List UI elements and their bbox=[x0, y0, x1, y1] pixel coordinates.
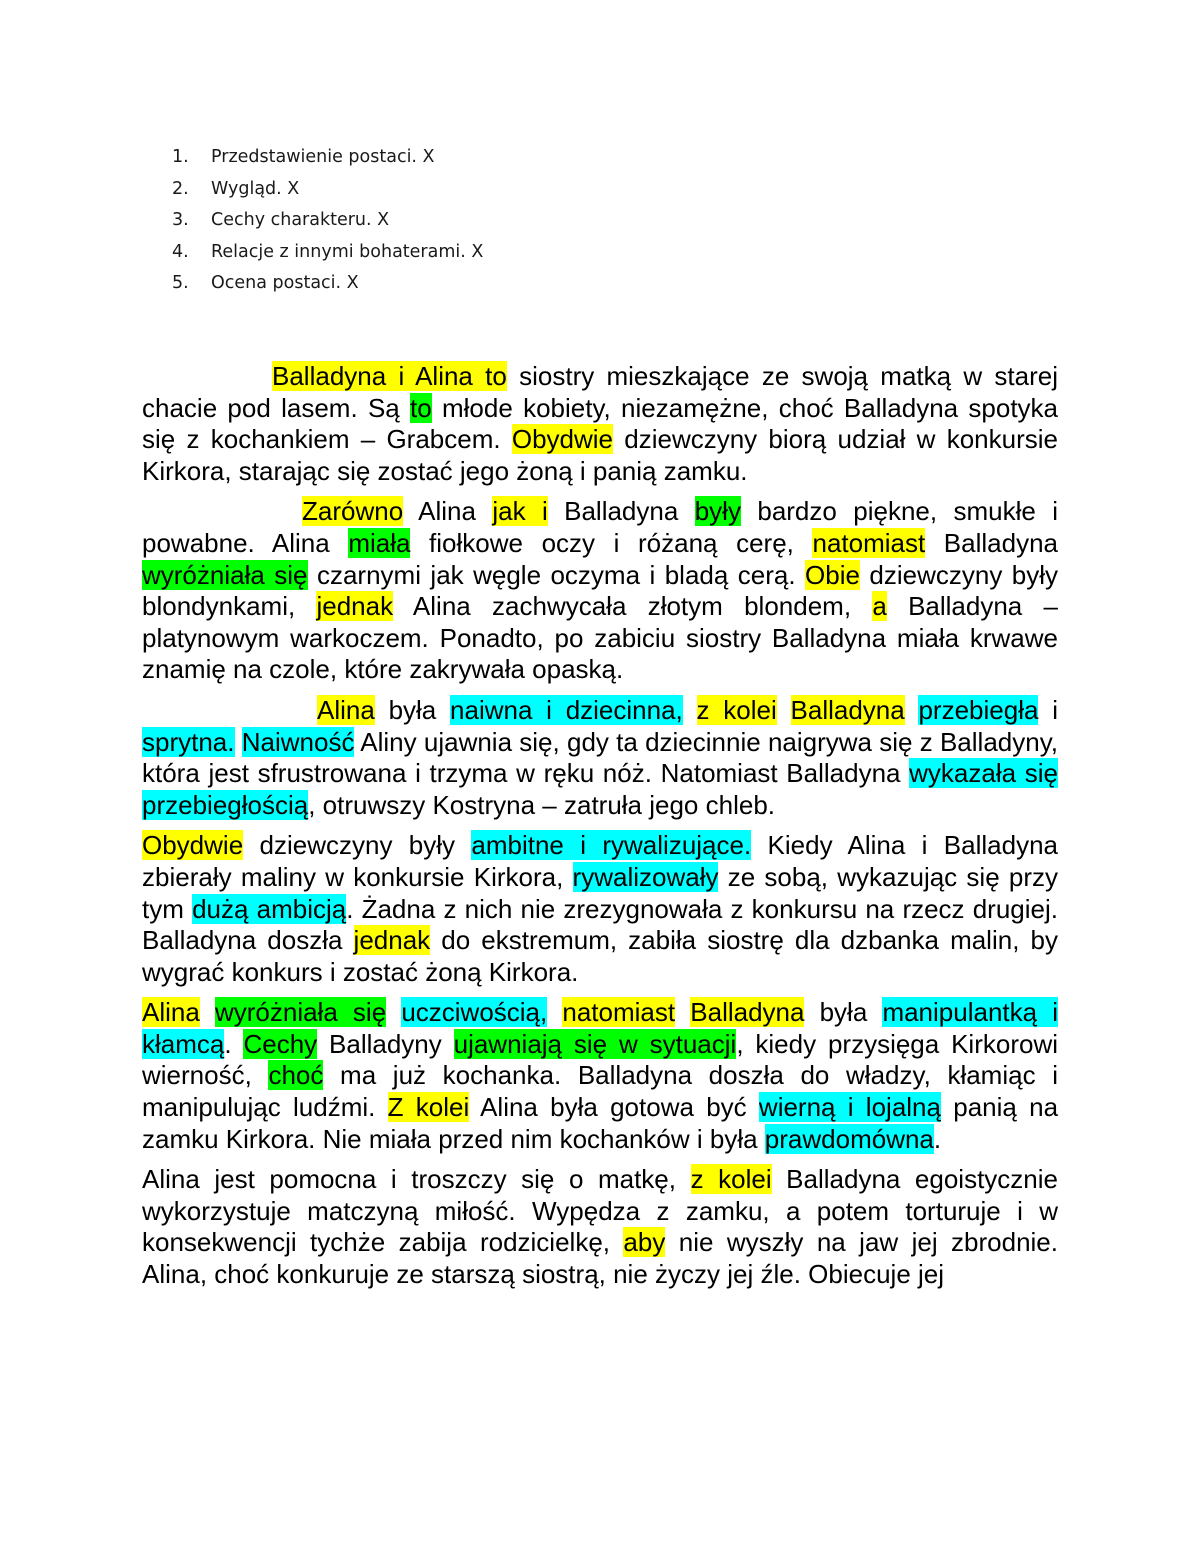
text-run bbox=[683, 695, 697, 725]
outline-item-number: 2. bbox=[172, 178, 189, 199]
text-run: dziewczyny były bbox=[243, 830, 472, 861]
highlighted-text: manipulantką i kłamcą bbox=[142, 997, 1058, 1059]
text-run: Alina zachwycała złotym blondem, bbox=[393, 591, 873, 622]
text-run: Alina była gotowa być bbox=[469, 1092, 759, 1123]
paragraph bbox=[142, 830, 1058, 988]
highlighted-text: przebiegła bbox=[918, 694, 1039, 725]
text-run: Balladyny bbox=[317, 1028, 454, 1059]
highlighted-text: Balladyna bbox=[790, 694, 905, 725]
highlighted-text: wyróżniała się bbox=[214, 997, 387, 1028]
highlighted-text: Obydwie bbox=[142, 830, 244, 861]
text-run: Balladyna egoistycznie wykorzystuje matczyną miłość. Wypędza z zamku, a potem torturuje i w konsekwencji tychże zabija rodzicielkę, bbox=[142, 1164, 1059, 1258]
highlighted-text: wierną i lojalną bbox=[758, 1092, 941, 1123]
outline-item bbox=[172, 142, 483, 174]
highlighted-text: dużą ambicją bbox=[192, 893, 347, 924]
text-run: siostry mieszkające ze swoją matką w starej chacie pod lasem. Są bbox=[142, 361, 1058, 423]
outline-item-number: 3. bbox=[172, 210, 189, 231]
paragraph bbox=[142, 1164, 1058, 1290]
text-run bbox=[777, 695, 791, 725]
text-run: , kiedy przysięga Kirkorowi wierność, bbox=[142, 1028, 1058, 1091]
highlighted-text: natomiast bbox=[562, 997, 676, 1028]
text-run: Alina jest pomocna i troszczy się o matkę, bbox=[142, 1164, 691, 1195]
text-run: była bbox=[804, 997, 883, 1028]
highlighted-text: rywalizowały bbox=[572, 861, 719, 892]
text-run: ma już kochanka. Balladyna doszła do władzy, kłamiąc i manipulując ludźmi. bbox=[142, 1060, 1058, 1123]
outline-item-text: Wygląd. X bbox=[211, 178, 300, 199]
text-run: dziewczyny były blondynkami, bbox=[142, 559, 1058, 622]
text-run: ze sobą, wykazując się przy tym bbox=[142, 861, 1059, 924]
highlighted-text: jednak bbox=[316, 591, 394, 622]
text-run: . Żadna z nich nie zrezygnowała z konkursu na rzecz drugiej. Balladyna doszła bbox=[142, 893, 1058, 956]
text-run: Balladyna – platynowym warkoczem. Ponadto, po zabiciu siostry Balladyna miała krwawe znamię na czole, które zakrywała opaską. bbox=[142, 591, 1058, 685]
text-run: do ekstremum, zabiła siostrę dla dzbanka malin, by wygrać konkurs i zostać żoną Kirkora. bbox=[142, 925, 1058, 987]
text-run bbox=[675, 997, 690, 1027]
highlighted-text: Alina bbox=[142, 997, 200, 1028]
text-run: dziewczyny biorą udział w konkursie Kirkora, starając się zostać jego żoną i panią zamku. bbox=[142, 424, 1058, 486]
highlighted-text: Obie bbox=[805, 559, 860, 590]
outline-item-number: 5. bbox=[172, 273, 189, 294]
highlighted-text: Z kolei bbox=[387, 1092, 470, 1123]
text-run: . bbox=[224, 1028, 244, 1059]
text-run: młode kobiety, niezamężne, choć Balladyna spotyka się z kochankiem – Grabcem. bbox=[142, 392, 1059, 455]
text-run: fiołkowe oczy i różaną cerę, bbox=[410, 527, 813, 558]
document-body bbox=[142, 361, 1058, 1300]
highlighted-text: Alina bbox=[317, 694, 375, 725]
text-run: czarnymi jak węgle oczyma i bladą cerą. bbox=[307, 559, 806, 590]
highlighted-text: jednak bbox=[353, 925, 431, 956]
highlighted-text: jak i bbox=[492, 496, 548, 527]
text-run: i bbox=[1038, 694, 1058, 725]
text-run: bardzo piękne, smukłe i powabne. Alina bbox=[142, 496, 1058, 558]
outline-item bbox=[172, 237, 483, 269]
outline-item-text: Przedstawienie postaci. X bbox=[211, 147, 435, 167]
outline-item-text: Ocena postaci. X bbox=[211, 273, 359, 294]
highlighted-text: sprytna. bbox=[142, 726, 235, 757]
highlighted-text: Zarówno bbox=[302, 496, 404, 527]
outline-item bbox=[172, 174, 483, 206]
highlighted-text: natomiast bbox=[812, 527, 926, 558]
highlighted-text: wyróżniała się bbox=[142, 559, 308, 590]
text-run: . bbox=[933, 1123, 942, 1154]
highlighted-text: Balladyna i Alina to bbox=[272, 361, 507, 391]
text-run: Balladyna bbox=[925, 527, 1059, 558]
text-run: Aliny ujawnia się, gdy ta dziecinnie naigrywa się z Balladyny, która jest sfrustrowana i trzyma w ręku nóż. Natomiast Balladyna bbox=[142, 726, 1058, 789]
text-run bbox=[386, 997, 401, 1027]
text-run: Balladyna bbox=[547, 496, 695, 527]
text-run: Kiedy Alina i Balladyna zbierały maliny w konkursie Kirkora, bbox=[142, 830, 1058, 892]
highlighted-text: miała bbox=[348, 527, 411, 558]
outline-list bbox=[172, 142, 483, 300]
text-run bbox=[235, 727, 242, 757]
outline-item-number: 1. bbox=[172, 147, 189, 167]
text-run: , otruwszy Kostryna – zatruła jego chleb. bbox=[308, 789, 775, 820]
highlighted-text: z kolei bbox=[690, 1164, 772, 1195]
text-run bbox=[200, 997, 215, 1027]
text-run: nie wyszły na jaw jej zbrodnie. Alina, choć konkuruje ze starszą siostrą, nie życzy jej źle. Obiecuje jej bbox=[142, 1227, 1058, 1290]
highlighted-text: były bbox=[694, 496, 741, 527]
paragraph bbox=[142, 997, 1058, 1155]
highlighted-text: choć bbox=[268, 1060, 324, 1091]
highlighted-text: ambitne i rywalizujące. bbox=[471, 830, 752, 861]
highlighted-text: z kolei bbox=[696, 694, 777, 725]
highlighted-text: Naiwność bbox=[241, 726, 355, 757]
highlighted-text: a bbox=[872, 591, 887, 622]
highlighted-text: Balladyna bbox=[690, 997, 805, 1028]
highlighted-text: prawdomówna bbox=[764, 1123, 934, 1154]
highlighted-text: ujawniają się w sytuacji bbox=[453, 1028, 737, 1059]
highlighted-text: uczciwością, bbox=[401, 997, 548, 1028]
text-run: Alina bbox=[403, 496, 493, 527]
outline-item-text: Relacje z innymi bohaterami. X bbox=[211, 241, 484, 262]
highlighted-text: naiwna i dziecinna, bbox=[450, 694, 683, 725]
outline-item-text: Cechy charakteru. X bbox=[211, 210, 390, 231]
text-run: była bbox=[374, 694, 451, 725]
text-run: panią na zamku Kirkora. Nie miała przed nim kochanków i była bbox=[142, 1092, 1059, 1154]
highlighted-text: wykazała się przebiegłością bbox=[142, 758, 1058, 820]
paragraph bbox=[142, 496, 1058, 686]
highlighted-text: Cechy bbox=[243, 1028, 318, 1059]
highlighted-text: Obydwie bbox=[511, 424, 613, 455]
highlighted-text: to bbox=[410, 392, 432, 423]
text-run bbox=[547, 997, 562, 1027]
highlighted-text: aby bbox=[623, 1227, 666, 1258]
outline-item bbox=[172, 268, 483, 300]
paragraph bbox=[142, 361, 1058, 487]
outline-item bbox=[172, 205, 483, 237]
outline-item-number: 4. bbox=[172, 241, 189, 262]
text-run bbox=[905, 695, 919, 725]
paragraph bbox=[142, 695, 1058, 821]
